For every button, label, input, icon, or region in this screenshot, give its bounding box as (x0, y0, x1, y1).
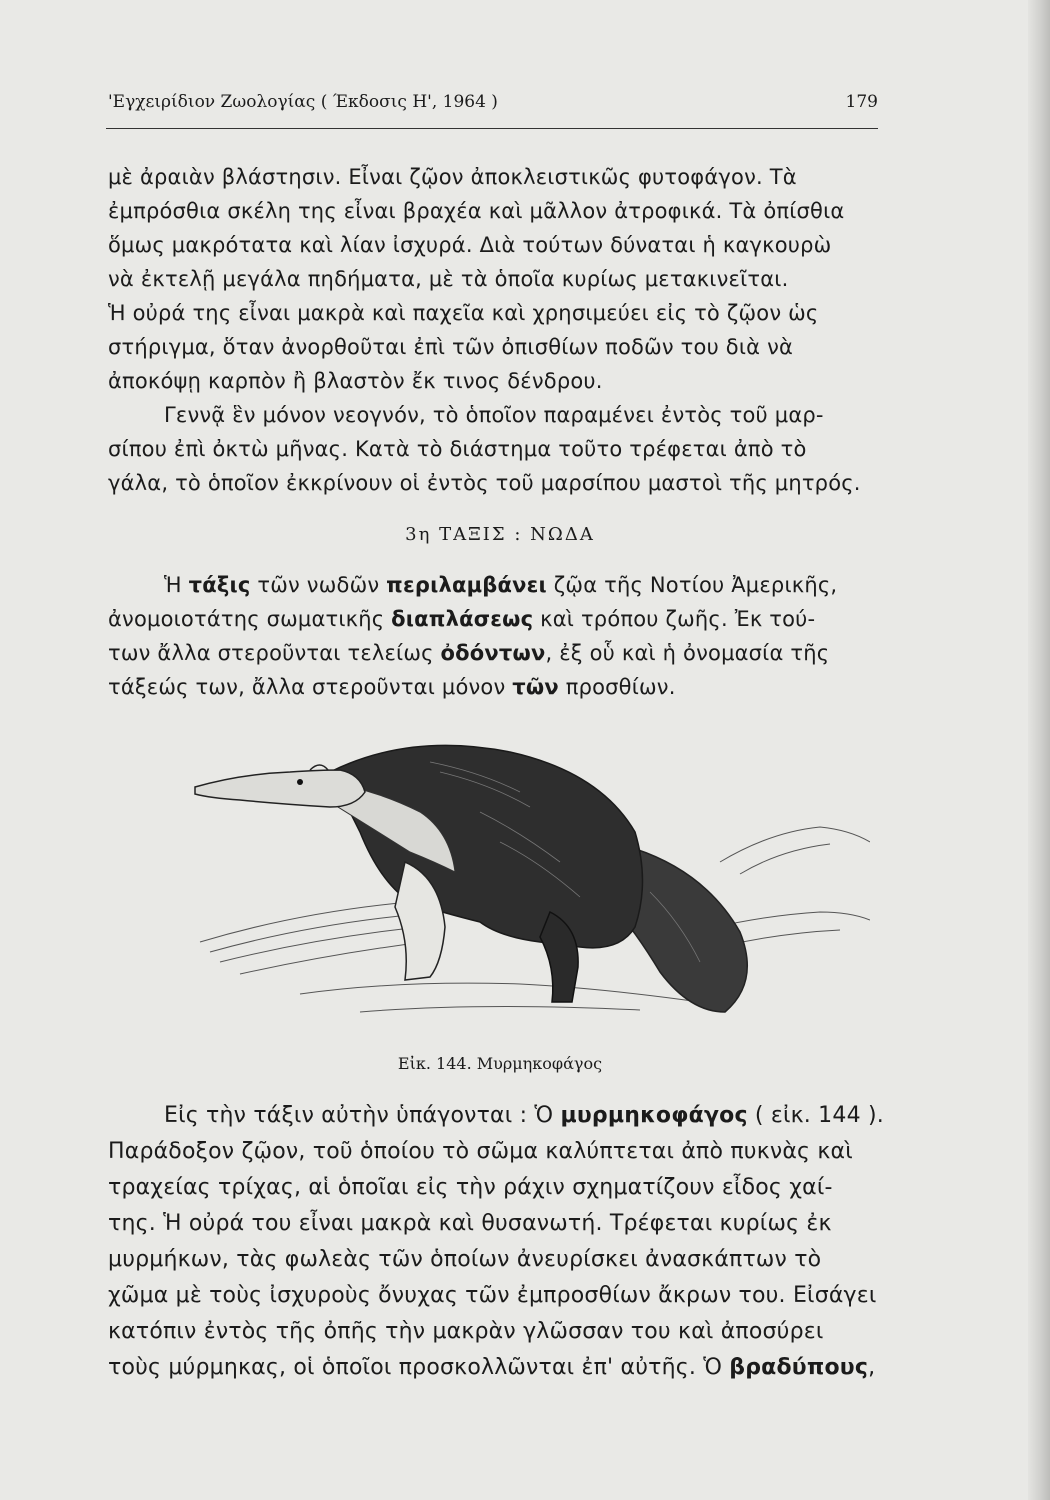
page-number: 179 (845, 92, 878, 112)
paragraph-edentata (108, 568, 884, 704)
paragraph-kangaroo (108, 160, 884, 398)
text-line: Ἡ οὐρά της εἶναι μακρὰ καὶ παχεῖα καὶ χρησιμεύει εἰς τὸ ζῷον ὡς (108, 301, 819, 325)
text-line: των ἄλλα στεροῦνται τελείως ὀδόντων, ἐξ οὗ καὶ ἡ ὀνομασία τῆς (108, 641, 830, 665)
text-line: ἐμπρόσθια σκέλη της εἶναι βραχέα καὶ μᾶλλον ἀτροφικά. Τὰ ὀπίσθια (108, 199, 845, 223)
text-line: τοὺς μύρμηκας, οἱ ὁποῖοι προσκολλῶνται ἐπ' αὐτῆς. Ὁ βραδύπους, (108, 1355, 876, 1380)
text-line: ὅμως μακρότατα καὶ λίαν ἰσχυρά. Διὰ τούτων δύναται ἡ καγκουρὼ (108, 233, 832, 257)
section-heading: 3η ΤΑΞΙΣ : ΝΩΔΑ (405, 524, 595, 545)
page-edge (1028, 0, 1050, 1500)
text-line: μυρμήκων, τὰς φωλεὰς τῶν ὁποίων ἀνευρίσκει ἀνασκάπτων τὸ (108, 1247, 822, 1272)
anteater-ear (310, 765, 328, 770)
header-rule (106, 128, 878, 129)
text-line: τραχείας τρίχας, αἱ ὁποῖαι εἰς τὴν ράχιν σχηματίζουν εἶδος χαί- (108, 1175, 833, 1200)
text-line: ἀνομοιοτάτης σωματικῆς διαπλάσεως καὶ τρόπου ζωῆς. Ἐκ τού- (108, 607, 816, 631)
text-line: Γεννᾷ ἓν μόνον νεογνόν, τὸ ὁποῖον παραμένει ἐντὸς τοῦ μαρ- (164, 403, 824, 427)
anteater-illustration (180, 712, 870, 1042)
text-line: στήριγμα, ὅταν ἀνορθοῦται ἐπὶ τῶν ὀπισθίων ποδῶν του διὰ νὰ (108, 335, 794, 359)
text-line: νὰ ἐκτελῇ μεγάλα πηδήματα, μὲ τὰ ὁποῖα κυρίως μετακινεῖται. (108, 267, 789, 291)
text-line: ἀποκόψῃ καρπὸν ἢ βλαστὸν ἔκ τινος δένδρου. (108, 369, 603, 393)
text-line: κατόπιν ἐντὸς τῆς ὀπῆς τὴν μακρὰν γλῶσσαν του καὶ ἀποσύρει (108, 1319, 824, 1344)
text-line: γάλα, τὸ ὁποῖον ἐκκρίνουν οἱ ἐντὸς τοῦ μαρσίπου μαστοὶ τῆς μητρός. (108, 471, 861, 495)
paragraph-anteater (108, 1098, 884, 1386)
text-line: της. Ἡ οὐρά του εἶναι μακρὰ καὶ θυσανωτή. Τρέφεται κυρίως ἐκ (108, 1211, 832, 1236)
text-line: Ἡ τάξις τῶν νωδῶν περιλαμβάνει ζῷα τῆς Νοτίου Ἀμερικῆς, (164, 573, 838, 597)
book-title: 'Εγχειρίδιον Ζωολογίας ( Έκδοσις Η', 1964 ) (108, 92, 498, 112)
running-header (108, 90, 878, 120)
paragraph-birth (108, 398, 884, 500)
text-line: χῶμα μὲ τοὺς ἰσχυροὺς ὄνυχας τῶν ἐμπροσθίων ἄκρων του. Εἰσάγει (108, 1283, 877, 1308)
text-line: μὲ ἀραιὰν βλάστησιν. Εἶναι ζῷον ἀποκλειστικῶς φυτοφάγον. Τὰ (108, 165, 797, 189)
figure-caption: Εἰκ. 144. Μυρμηκοφάγος (397, 1054, 603, 1073)
text-line: σίπου ἐπὶ ὀκτὼ μῆνας. Κατὰ τὸ διάστημα τοῦτο τρέφεται ἀπὸ τὸ (108, 437, 807, 461)
text-line: τάξεώς των, ἄλλα στεροῦνται μόνον τῶν προσθίων. (108, 675, 676, 699)
text-line: Παράδοξον ζῷον, τοῦ ὁποίου τὸ σῶμα καλύπτεται ἀπὸ πυκνὰς καὶ (108, 1139, 853, 1164)
anteater-eye (297, 779, 303, 785)
anteater-head (195, 770, 365, 807)
anteater-body (330, 745, 643, 948)
text-line: Εἰς τὴν τάξιν αὐτὴν ὑπάγονται : Ὁ μυρμηκοφάγος ( εἰκ. 144 ). (164, 1103, 884, 1128)
